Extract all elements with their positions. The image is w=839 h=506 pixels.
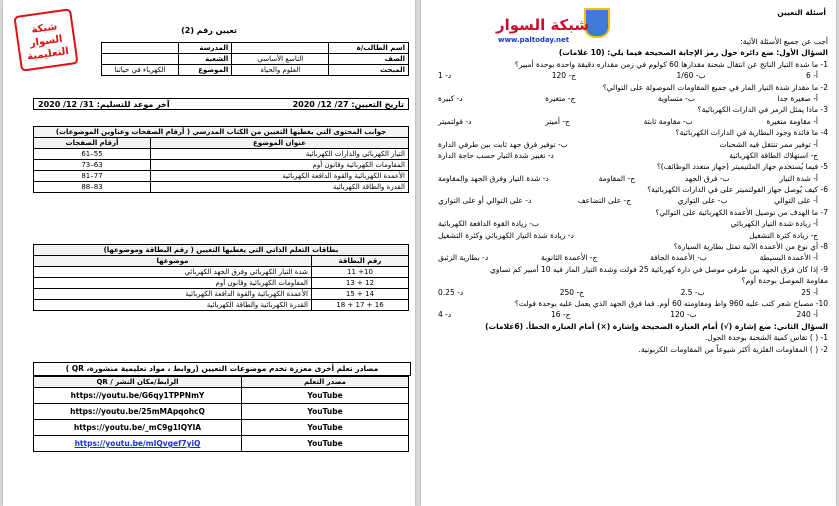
table-row <box>34 149 409 160</box>
logo-url: www.paltoday.net <box>498 36 570 44</box>
answer-option: أ- توفير ممر تنتقل فيه الشحنات <box>719 139 818 149</box>
col-topic: عنوان الموضوع <box>151 138 409 149</box>
answer-options <box>428 93 828 104</box>
answer-options <box>428 252 828 263</box>
logo-text: شبكة السوار <box>496 16 590 34</box>
watermark-stamp: شبكة السوار التعليمية <box>13 8 78 72</box>
answer-options <box>428 173 828 184</box>
content-table-title: جوانب المحتوى التي يغطيها التعيين من الكتاب المدرسي ( أرقام الصفحات وعناوين الموضوعات) <box>34 127 409 138</box>
answer-option: د- كبيرة <box>438 93 463 103</box>
answer-option: أ- زيادة شدة التيار الكهربائي <box>730 219 818 229</box>
topic-cell: التيار الكهربائي والدارات الكهربائية <box>151 149 409 160</box>
answer-option: ج- 120 <box>551 71 576 81</box>
answer-option: د- شدة التيار وفرق الجهد والمقاومة <box>438 173 549 183</box>
question-line: 3- ماذا يمثل الرمز في الدارات الكهربائية؟ <box>697 105 828 115</box>
question-line: 2- ( ) المقاومات الفلزية أكثر شيوعاً من المقاومات الكربونية. <box>638 344 828 354</box>
topic-cell: القدرة والطاقة الكهربائية <box>151 182 409 193</box>
resource-link[interactable]: https://youtu.be/G6qy1TPPNmY <box>70 391 205 400</box>
questions-heading: أسئلة التعيين <box>777 8 826 17</box>
question-line: 10- مصباح شعر كتب عليه 960 واط ومقاومته 60 أوم. فما فرق الجهد الذي يعمل عليه بوحدة فولت؟ <box>514 298 828 308</box>
answer-option: ج- 250 <box>559 287 585 297</box>
answer-option: ج- زيادة كثرة التشغيل <box>749 230 818 240</box>
answer-option: د- تغيير شدة التيار حسب حاجة الدارة <box>438 150 554 160</box>
answer-option: ج- المقاومة <box>598 173 636 183</box>
info-label: المبحث <box>329 65 409 76</box>
card-topic-cell: الأعمدة الكهربائية والقوة الدافعة الكهربائية <box>34 289 312 300</box>
info-label: الصف <box>329 54 409 65</box>
question-line: 2- ما مقدار شدة التيار المار في جميع المقاومات الموصولة على التوالي؟ <box>602 82 828 92</box>
answer-option: د- فولتميتر <box>438 116 472 126</box>
source-cell: YouTube <box>242 436 409 452</box>
answer-options <box>428 139 828 150</box>
page-title: تعيين رقم (2) <box>181 26 237 35</box>
info-value <box>102 43 179 54</box>
answer-option: ب- على التوازي <box>677 196 728 206</box>
table-row <box>34 404 409 420</box>
answer-option: أ- الأعمدة البسيطة <box>759 253 818 263</box>
assign-date: تاريخ التعيين: 27/ 12/ 2020 <box>292 100 404 109</box>
answer-option: ب- زيادة القوة الدافعة الكهربائية <box>438 219 539 229</box>
pages-cell: 63–73 <box>34 160 151 171</box>
answer-option: ب- توفير فرق جهد ثابت بين طرفي الدارة <box>438 139 568 149</box>
info-label: اسم الطالب/ة <box>329 43 409 54</box>
col-link: الرابط/مكان النشر / QR <box>34 377 242 388</box>
table-row <box>34 436 409 452</box>
topic-cell: المقاومات الكهربائية وقانون أوم <box>151 160 409 171</box>
pages-cell: 55–61 <box>34 149 151 160</box>
answer-option: د- زيادة شدة التيار الكهربائي وكثرة التشغيل <box>438 230 574 240</box>
col-card-topic: موضوعها <box>34 256 312 267</box>
left-page <box>3 0 415 506</box>
answer-options <box>428 309 828 320</box>
pages-cell: 77–81 <box>34 171 151 182</box>
question-line: 7- ما الهدف من توصيل الأعمدة الكهربائية على التوالي؟ <box>655 207 828 217</box>
pages-cell: 83–88 <box>34 182 151 193</box>
answer-option: ب- 1/60 <box>676 71 706 81</box>
table-row <box>34 420 409 436</box>
answer-option: ب- متساوية <box>657 93 695 103</box>
info-value <box>102 54 179 65</box>
answer-option: أ- 240 <box>796 310 818 320</box>
source-cell: YouTube <box>242 420 409 436</box>
answer-option: أ- 6 <box>806 71 818 81</box>
answer-option: ج- على التضاعف <box>577 196 632 206</box>
resource-link[interactable]: https://youtu.be/mIQvgef7yiQ <box>74 439 201 448</box>
answer-options <box>428 116 828 127</box>
answer-option: ج- 16 <box>550 310 571 320</box>
question-line: 5- فيما يُستخدم جهاز الملتيميتر (جهاز متعدد الوظائف)؟ <box>656 162 828 172</box>
card-topic-cell: القدرة الكهربائية والطاقة الكهربائية <box>34 300 312 311</box>
cards-table <box>33 244 409 311</box>
answer-option: ب- فرق الجهد <box>684 173 730 183</box>
answer-options <box>428 70 828 81</box>
answer-option: أ- صغيرة جدا <box>777 93 818 103</box>
question-line: 9- إذا كان فرق الجهد بين طرفي موصل في دارة كهربائية 25 فولت وشدة التيار المار فيه 10 أمبير كم تساوي <box>489 264 828 274</box>
card-num-cell: 12 + 13 <box>312 278 409 289</box>
card-topic-cell: المقاومات الكهربائية وقانون أوم <box>34 278 312 289</box>
resource-link[interactable]: https://youtu.be/_mC9g1IQYIA <box>73 423 202 432</box>
table-row <box>102 65 409 76</box>
question-line: 8- أي نوع من الأعمدة الآتية تمثل بطارية السيارة؟ <box>673 242 828 252</box>
answer-option: ج- استهلاك الطاقة الكهربائية <box>729 150 818 160</box>
answer-option: د- 4 <box>438 310 452 320</box>
answer-option: ب- الأعمدة الجافة <box>650 253 707 263</box>
card-num-cell: 16 + 17 + 18 <box>312 300 409 311</box>
info-label: الشعبة <box>179 54 232 65</box>
answer-option: د- على التوالي أو على التوازي <box>438 196 532 206</box>
card-topic-cell: شدة التيار الكهربائي وفرق الجهد الكهربائي <box>34 267 312 278</box>
answer-option: أ- شدة التيار <box>779 173 818 183</box>
table-row <box>102 43 409 54</box>
answer-option: ب- 2.5 <box>680 287 705 297</box>
answer-options <box>428 195 828 206</box>
topic-cell: الأعمدة الكهربائية والقوة الدافعة الكهربائية <box>151 171 409 182</box>
col-pages: أرقام الصفحات <box>34 138 151 149</box>
source-cell: YouTube <box>242 388 409 404</box>
resource-link[interactable]: https://youtu.be/25mMApqohcQ <box>70 407 205 416</box>
info-label: الموضوع <box>179 65 232 76</box>
source-cell: YouTube <box>242 404 409 420</box>
table-row <box>34 171 409 182</box>
col-source: مصدر التعلم <box>242 377 409 388</box>
col-card-num: رقم البطاقة <box>312 256 409 267</box>
question-line: السؤال الأول: ضع دائرة حول رمز الإجابة الصحيحة فيما يلي: (10 علامات) <box>558 48 828 58</box>
resources-table <box>33 376 409 452</box>
question-line: مقاومة الموصل بوحدة أوم؟ <box>741 276 828 286</box>
answer-options <box>428 230 828 241</box>
cards-table-title: بطاقات التعلم الذاتي التي يغطيها التعيين ( رقم البطاقة وموضوعها) <box>34 245 409 256</box>
student-info-table <box>101 42 409 76</box>
questions-body <box>428 36 828 355</box>
info-value <box>232 43 329 54</box>
table-row <box>34 289 409 300</box>
table-row <box>34 388 409 404</box>
info-value: العلوم والحياة <box>232 65 329 76</box>
right-page <box>421 0 836 506</box>
table-row <box>34 267 409 278</box>
answer-option: ج- متغيرة <box>545 93 576 103</box>
answer-option: ج- أميتر <box>545 116 570 126</box>
table-row <box>34 160 409 171</box>
table-row <box>102 54 409 65</box>
question-line: 4- ما فائدة وجود البطارية في الدارات الكهربائية؟ <box>675 128 828 138</box>
table-row <box>34 278 409 289</box>
answer-option: ب- 120 <box>670 310 697 320</box>
answer-option: ج- الأعمدة الثانوية <box>541 253 598 263</box>
answer-options <box>428 218 828 229</box>
answer-option: أ- 25 <box>801 287 818 297</box>
table-row <box>34 300 409 311</box>
info-label: المدرسة <box>179 43 232 54</box>
question-line: السؤال الثاني: ضع إشارة (√) أمام العبارة الصحيحة وإشارة (×) أمام العبارة الخطأ. (6علامات) <box>485 321 828 331</box>
answer-option: د- بطارية الزئبق <box>438 253 489 263</box>
card-num-cell: 14 + 15 <box>312 289 409 300</box>
card-num-cell: 10+ 11 <box>312 267 409 278</box>
info-value: الكهرباء في حياتنا <box>102 65 179 76</box>
answer-option: ب- مقاومة ثابتة <box>643 116 693 126</box>
answer-option: د- 0.25 <box>438 287 464 297</box>
question-line: 1- ( ) تقاس كمية الشحنة بوحدة الجول. <box>704 333 828 343</box>
question-line: 1- ما شدة التيار الناتج عن انتقال شحنة مقدارها 60 كولوم في زمن مقداره دقيقة واحدة بوحدة أمبير؟ <box>514 59 828 69</box>
question-line: أجب عن جميع الأسئلة الآتية: <box>740 37 828 46</box>
due-date: آخر موعد للتسليم: 31/ 12/ 2020 <box>38 100 170 109</box>
answer-option: د- 1 <box>438 71 452 81</box>
resources-title: مصادر تعلم أخرى معززة تخدم موضوعات التعيين (روابط ، مواد تعليمية منشورة، QR ) <box>33 362 411 376</box>
content-table <box>33 126 409 193</box>
answer-option: أ- على التوالي <box>774 196 818 206</box>
question-line: 6- كيف يُوصل جهاز الفولتميتر على في الدارات الكهربائية؟ <box>647 185 828 195</box>
answer-options <box>428 150 828 161</box>
date-row <box>33 98 409 110</box>
info-value: التاسع الأساسي <box>232 54 329 65</box>
table-row <box>34 182 409 193</box>
answer-option: أ- مقاومة متغيرة <box>766 116 818 126</box>
answer-options <box>428 287 828 298</box>
